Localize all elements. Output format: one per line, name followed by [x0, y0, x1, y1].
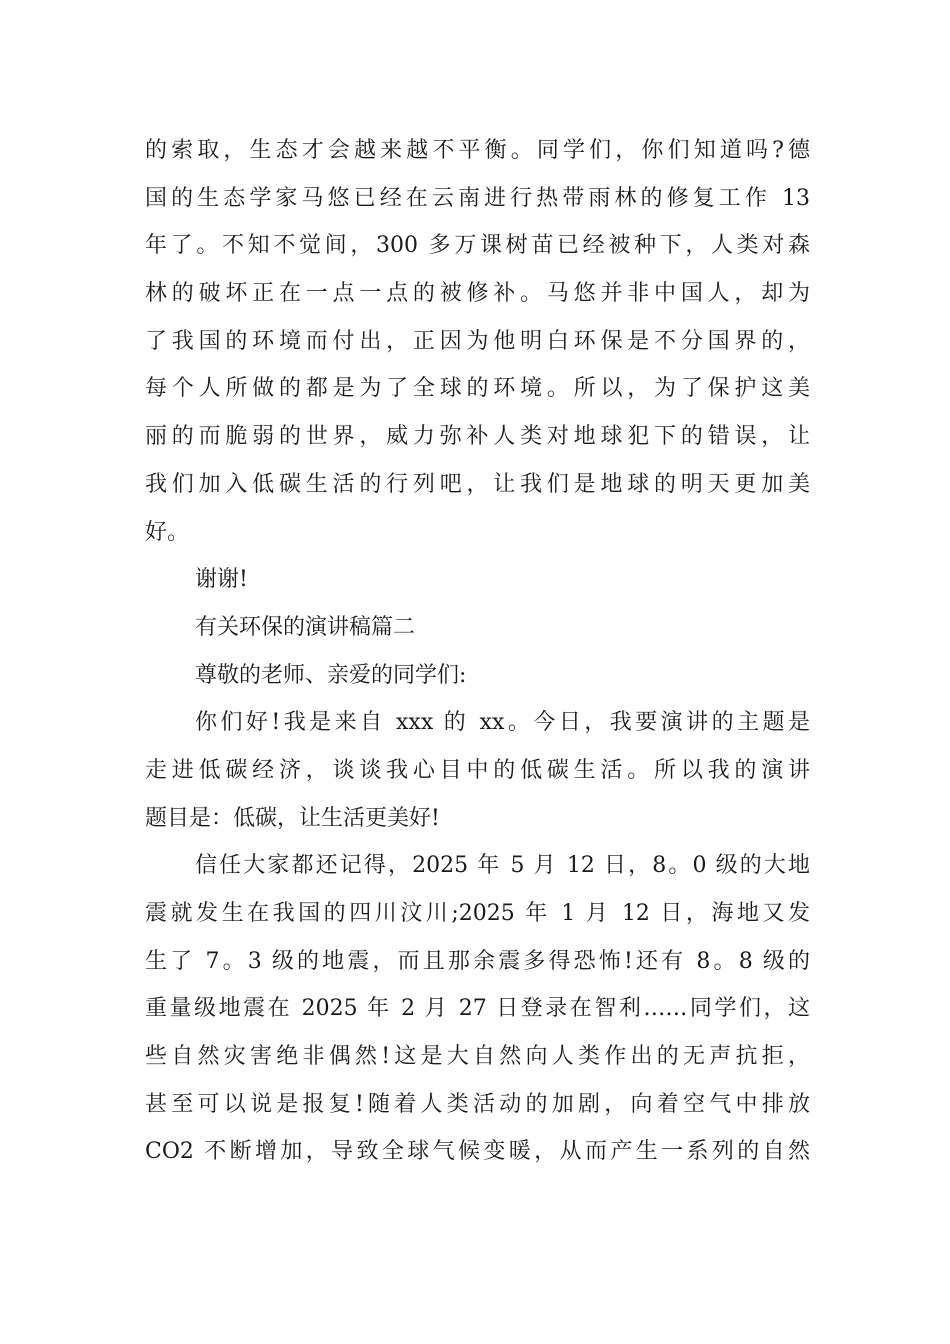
paragraph-line: 信任大家都还记得，2025 年 5 月 12 日，8。0 级的大地: [195, 853, 810, 879]
paragraph-line: 题目是：低碳，让生活更美好!: [145, 805, 440, 831]
paragraph-line: 每个人所做的都是为了全球的环境。所以，为了保护这美: [145, 376, 810, 402]
paragraph-line: 好。: [145, 519, 190, 545]
paragraph-line: 国的生态学家马悠已经在云南进行热带雨林的修复工作 13: [145, 185, 810, 211]
paragraph-line: 重量级地震在 2025 年 2 月 27 日登录在智利……同学们，这: [145, 996, 810, 1022]
paragraph-line: 些自然灾害绝非偶然!这是大自然向人类作出的无声抗拒，: [145, 1044, 810, 1070]
paragraph-line: 震就发生在我国的四川汶川;2025 年 1 月 12 日，海地又发: [145, 901, 810, 926]
salutation-line: 尊敬的老师、亲爱的同学们:: [195, 662, 467, 688]
paragraph-line: 生了 7。3 级的地震，而且那余震多得恐怖!还有 8。8 级的: [145, 948, 810, 974]
paragraph-line: 了我国的环境而付出，正因为他明白环保是不分国界的，: [145, 328, 810, 354]
paragraph-line: 走进低碳经济，谈谈我心目中的低碳生活。所以我的演讲: [145, 757, 810, 783]
paragraph-line: 甚至可以说是报复!随着人类活动的加剧，向着空气中排放: [145, 1091, 810, 1117]
section-title: 有关环保的演讲稿篇二: [195, 614, 416, 640]
paragraph-line: CO2 不断增加，导致全球气候变暖，从而产生一系列的自然: [145, 1139, 810, 1165]
thanks-line: 谢谢!: [195, 567, 248, 593]
paragraph-line: 我们加入低碳生活的行列吧，让我们是地球的明天更加美: [145, 471, 810, 497]
speech-text-body: [145, 127, 810, 1176]
paragraph-line: 你们好!我是来自 xxx 的 xx。今日，我要演讲的主题是: [195, 710, 810, 736]
paragraph-line: 林的破坏正在一点一点的被修补。马悠并非中国人，却为: [145, 281, 810, 307]
paragraph-line: 年了。不知不觉间，300 多万课树苗已经被种下，人类对森: [145, 233, 810, 259]
paragraph-line: 的索取，生态才会越来越不平衡。同学们，你们知道吗?德: [145, 138, 810, 163]
paragraph-line: 丽的而脆弱的世界，威力弥补人类对地球犯下的错误，让: [145, 424, 810, 450]
